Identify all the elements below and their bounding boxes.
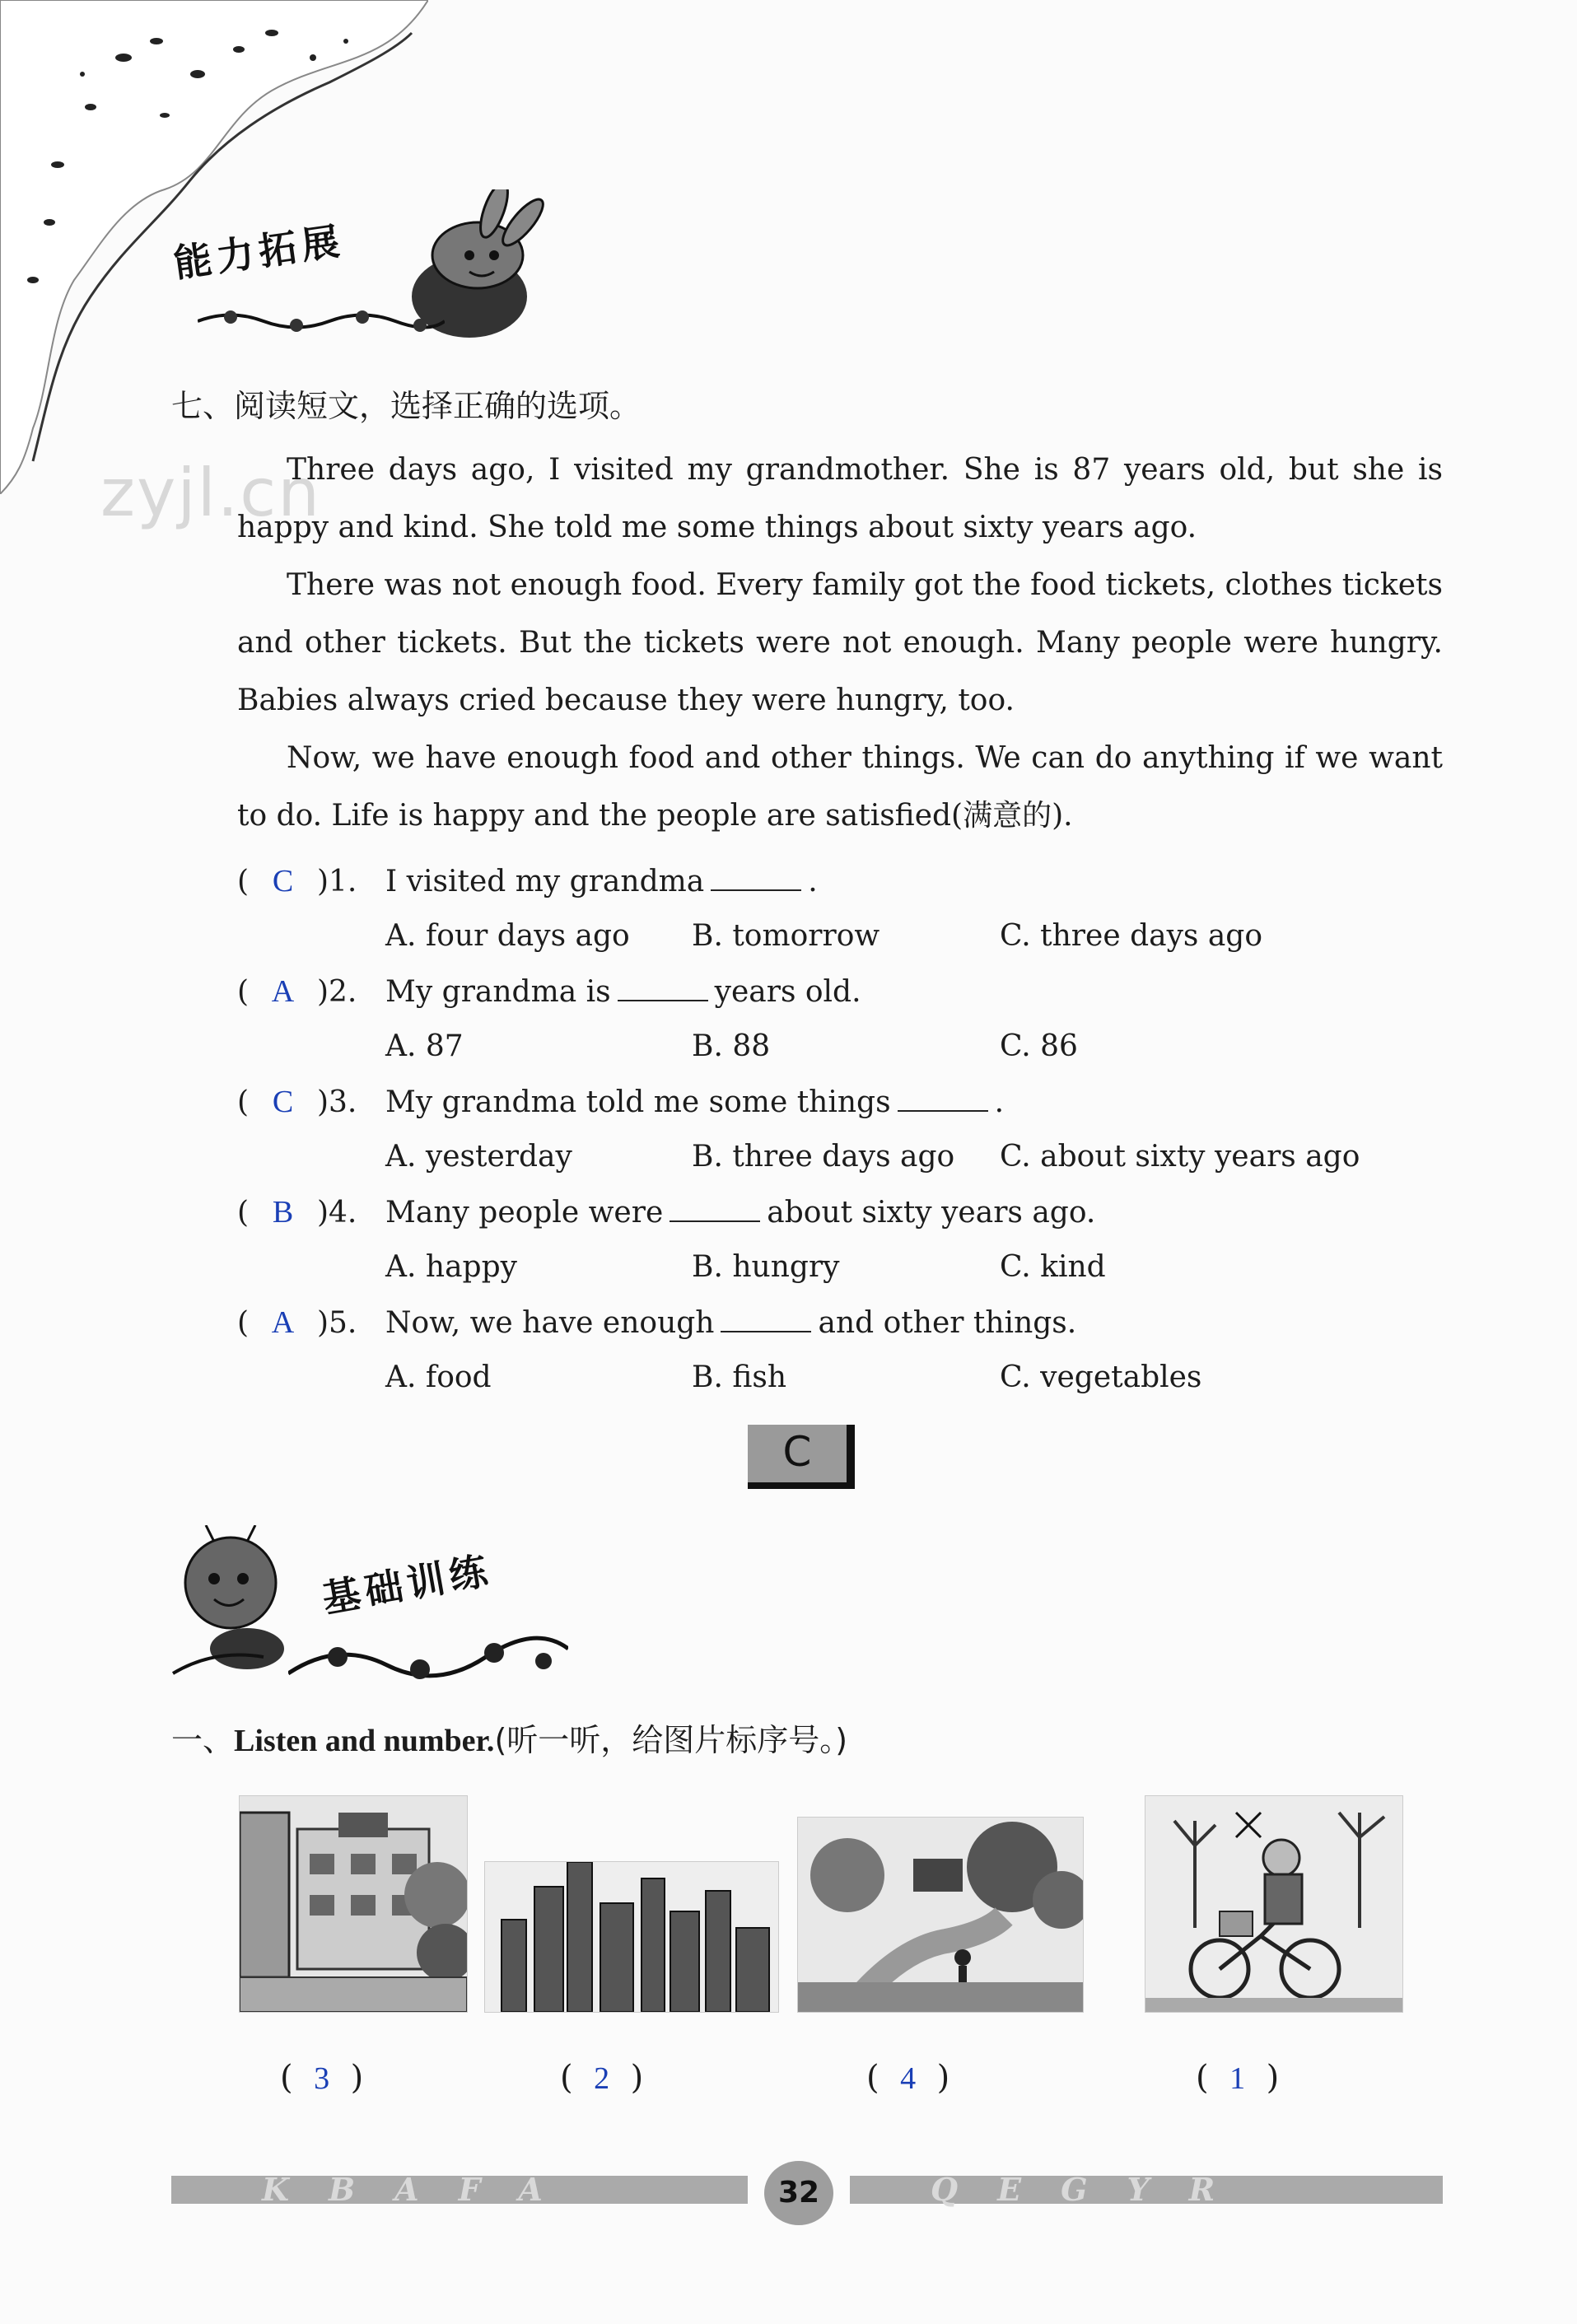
question-list bbox=[237, 853, 1472, 1405]
question-text: Many people were bbox=[385, 1196, 664, 1230]
option-b: B. three days ago bbox=[692, 1140, 955, 1174]
paren-close: ) bbox=[936, 2059, 950, 2097]
answer-blank bbox=[711, 868, 801, 891]
option-a: A. yesterday bbox=[385, 1140, 572, 1174]
option-row bbox=[237, 1240, 1472, 1295]
section-c-label: C bbox=[748, 1425, 855, 1489]
paren-close: ) bbox=[350, 2059, 364, 2097]
paren-close: ) bbox=[630, 2059, 644, 2097]
question-text-end: . bbox=[994, 1085, 1005, 1119]
passage-paragraph: Three days ago, I visited my grandmother. She is 87 years old, but she is happy and kind. She told me some things about sixty years ago. bbox=[237, 453, 1443, 544]
question-text: Now, we have enough bbox=[385, 1306, 715, 1340]
option-row bbox=[237, 1020, 1472, 1074]
answer-letter: C bbox=[272, 1085, 294, 1119]
answer-paren: ( C )1. bbox=[237, 853, 385, 910]
question-row bbox=[237, 1295, 1472, 1351]
answer-blank bbox=[618, 978, 708, 1001]
question-text: My grandma told me some things bbox=[385, 1085, 891, 1119]
question-text: I visited my grandma bbox=[385, 865, 705, 898]
question-text-end: about sixty years ago. bbox=[767, 1196, 1096, 1230]
passage-paragraph: Now, we have enough food and other things. We can do anything if we want to do. Life is happy and the people are satisfied(满意的). bbox=[237, 741, 1443, 833]
answer-paren: ( A )5. bbox=[237, 1295, 385, 1351]
option-b: B. 88 bbox=[692, 1029, 771, 1063]
instruction-chinese: (听一听，给图片标序号。) bbox=[494, 1722, 848, 1758]
park-picture bbox=[797, 1817, 1084, 2013]
paren-open: ( bbox=[866, 2059, 879, 2097]
option-b: B. fish bbox=[692, 1360, 787, 1394]
watermark: zyjl.cn bbox=[100, 455, 321, 531]
option-row bbox=[237, 1351, 1472, 1405]
answer-blank bbox=[670, 1199, 760, 1222]
vine-decoration-icon bbox=[198, 305, 445, 338]
question-number: )3. bbox=[316, 1085, 357, 1119]
option-a: A. happy bbox=[385, 1250, 517, 1284]
option-row bbox=[237, 909, 1472, 964]
question-text-end: years old. bbox=[714, 975, 861, 1009]
question-row bbox=[237, 1074, 1472, 1130]
question-text: My grandma is bbox=[385, 975, 611, 1009]
paren-open: ( bbox=[560, 2059, 573, 2097]
answer-letter: C bbox=[272, 864, 294, 898]
question-text-end: . bbox=[808, 865, 818, 898]
banner-title-ability: 能力拓展 bbox=[170, 217, 348, 287]
answer-letter: A bbox=[271, 974, 295, 1009]
question-number: )1. bbox=[316, 865, 357, 898]
option-a: A. four days ago bbox=[385, 919, 630, 953]
picture-number-4 bbox=[1196, 2059, 1279, 2097]
paren-open: ( bbox=[280, 2059, 293, 2097]
question-number: )2. bbox=[316, 975, 357, 1009]
answer-letter: A bbox=[271, 1305, 295, 1340]
option-c: C. vegetables bbox=[1000, 1360, 1202, 1394]
listen-instruction bbox=[171, 1715, 847, 1760]
answer-blank bbox=[721, 1309, 811, 1332]
question-text-end: and other things. bbox=[818, 1306, 1077, 1340]
banner-title-basic: 基础训练 bbox=[319, 1547, 496, 1622]
reading-passage bbox=[237, 441, 1443, 845]
question-row bbox=[237, 853, 1472, 909]
option-c: C. kind bbox=[1000, 1250, 1106, 1284]
answer-paren: ( A )2. bbox=[237, 964, 385, 1020]
answer-paren: ( B )4. bbox=[237, 1184, 385, 1241]
option-a: A. 87 bbox=[385, 1029, 464, 1063]
footer-letters-left: KBAFA bbox=[262, 2171, 582, 2208]
picture-number-2 bbox=[560, 2059, 643, 2097]
picture-number-3 bbox=[866, 2059, 949, 2097]
question-number: )5. bbox=[316, 1306, 357, 1340]
girl-cycling-picture bbox=[1145, 1795, 1403, 2013]
question-row bbox=[237, 964, 1472, 1020]
picture-number-1 bbox=[280, 2059, 363, 2097]
option-b: B. tomorrow bbox=[692, 919, 880, 953]
picture-answer: 1 bbox=[1229, 2061, 1246, 2096]
instruction-english: Listen and number. bbox=[234, 1724, 495, 1758]
instruction-number: 一、 bbox=[171, 1722, 235, 1758]
page-number: 32 bbox=[764, 2161, 833, 2225]
school-building-picture bbox=[239, 1795, 468, 2013]
paren-close: ) bbox=[1266, 2059, 1280, 2097]
option-c: C. 86 bbox=[1000, 1029, 1078, 1063]
vine-decoration-icon bbox=[288, 1624, 568, 1690]
answer-letter: B bbox=[272, 1195, 294, 1230]
passage-paragraph: There was not enough food. Every family got the food tickets, clothes tickets and other tickets. But the tickets were not enough. Many people were hungry. Babies always cried because they were hungry, too. bbox=[237, 568, 1443, 717]
picture-answer: 2 bbox=[594, 2061, 610, 2096]
reading-instruction: 七、阅读短文，选择正确的选项。 bbox=[171, 388, 642, 424]
section-banner-basic bbox=[165, 1525, 576, 1690]
paren-open: ( bbox=[1196, 2059, 1209, 2097]
answer-paren: ( C )3. bbox=[237, 1074, 385, 1131]
city-skyline-picture bbox=[484, 1861, 779, 2013]
question-row bbox=[237, 1184, 1472, 1240]
question-number: )4. bbox=[316, 1196, 357, 1230]
option-b: B. hungry bbox=[692, 1250, 840, 1284]
footer-letters-right: QEGYR bbox=[931, 2171, 1255, 2208]
picture-answer: 3 bbox=[314, 2061, 330, 2096]
option-a: A. food bbox=[385, 1360, 492, 1394]
answer-blank bbox=[898, 1089, 988, 1112]
option-c: C. three days ago bbox=[1000, 919, 1263, 953]
section-banner-ability bbox=[165, 189, 560, 354]
picture-answer: 4 bbox=[900, 2061, 917, 2096]
option-c: C. about sixty years ago bbox=[1000, 1140, 1360, 1174]
option-row bbox=[237, 1130, 1472, 1184]
